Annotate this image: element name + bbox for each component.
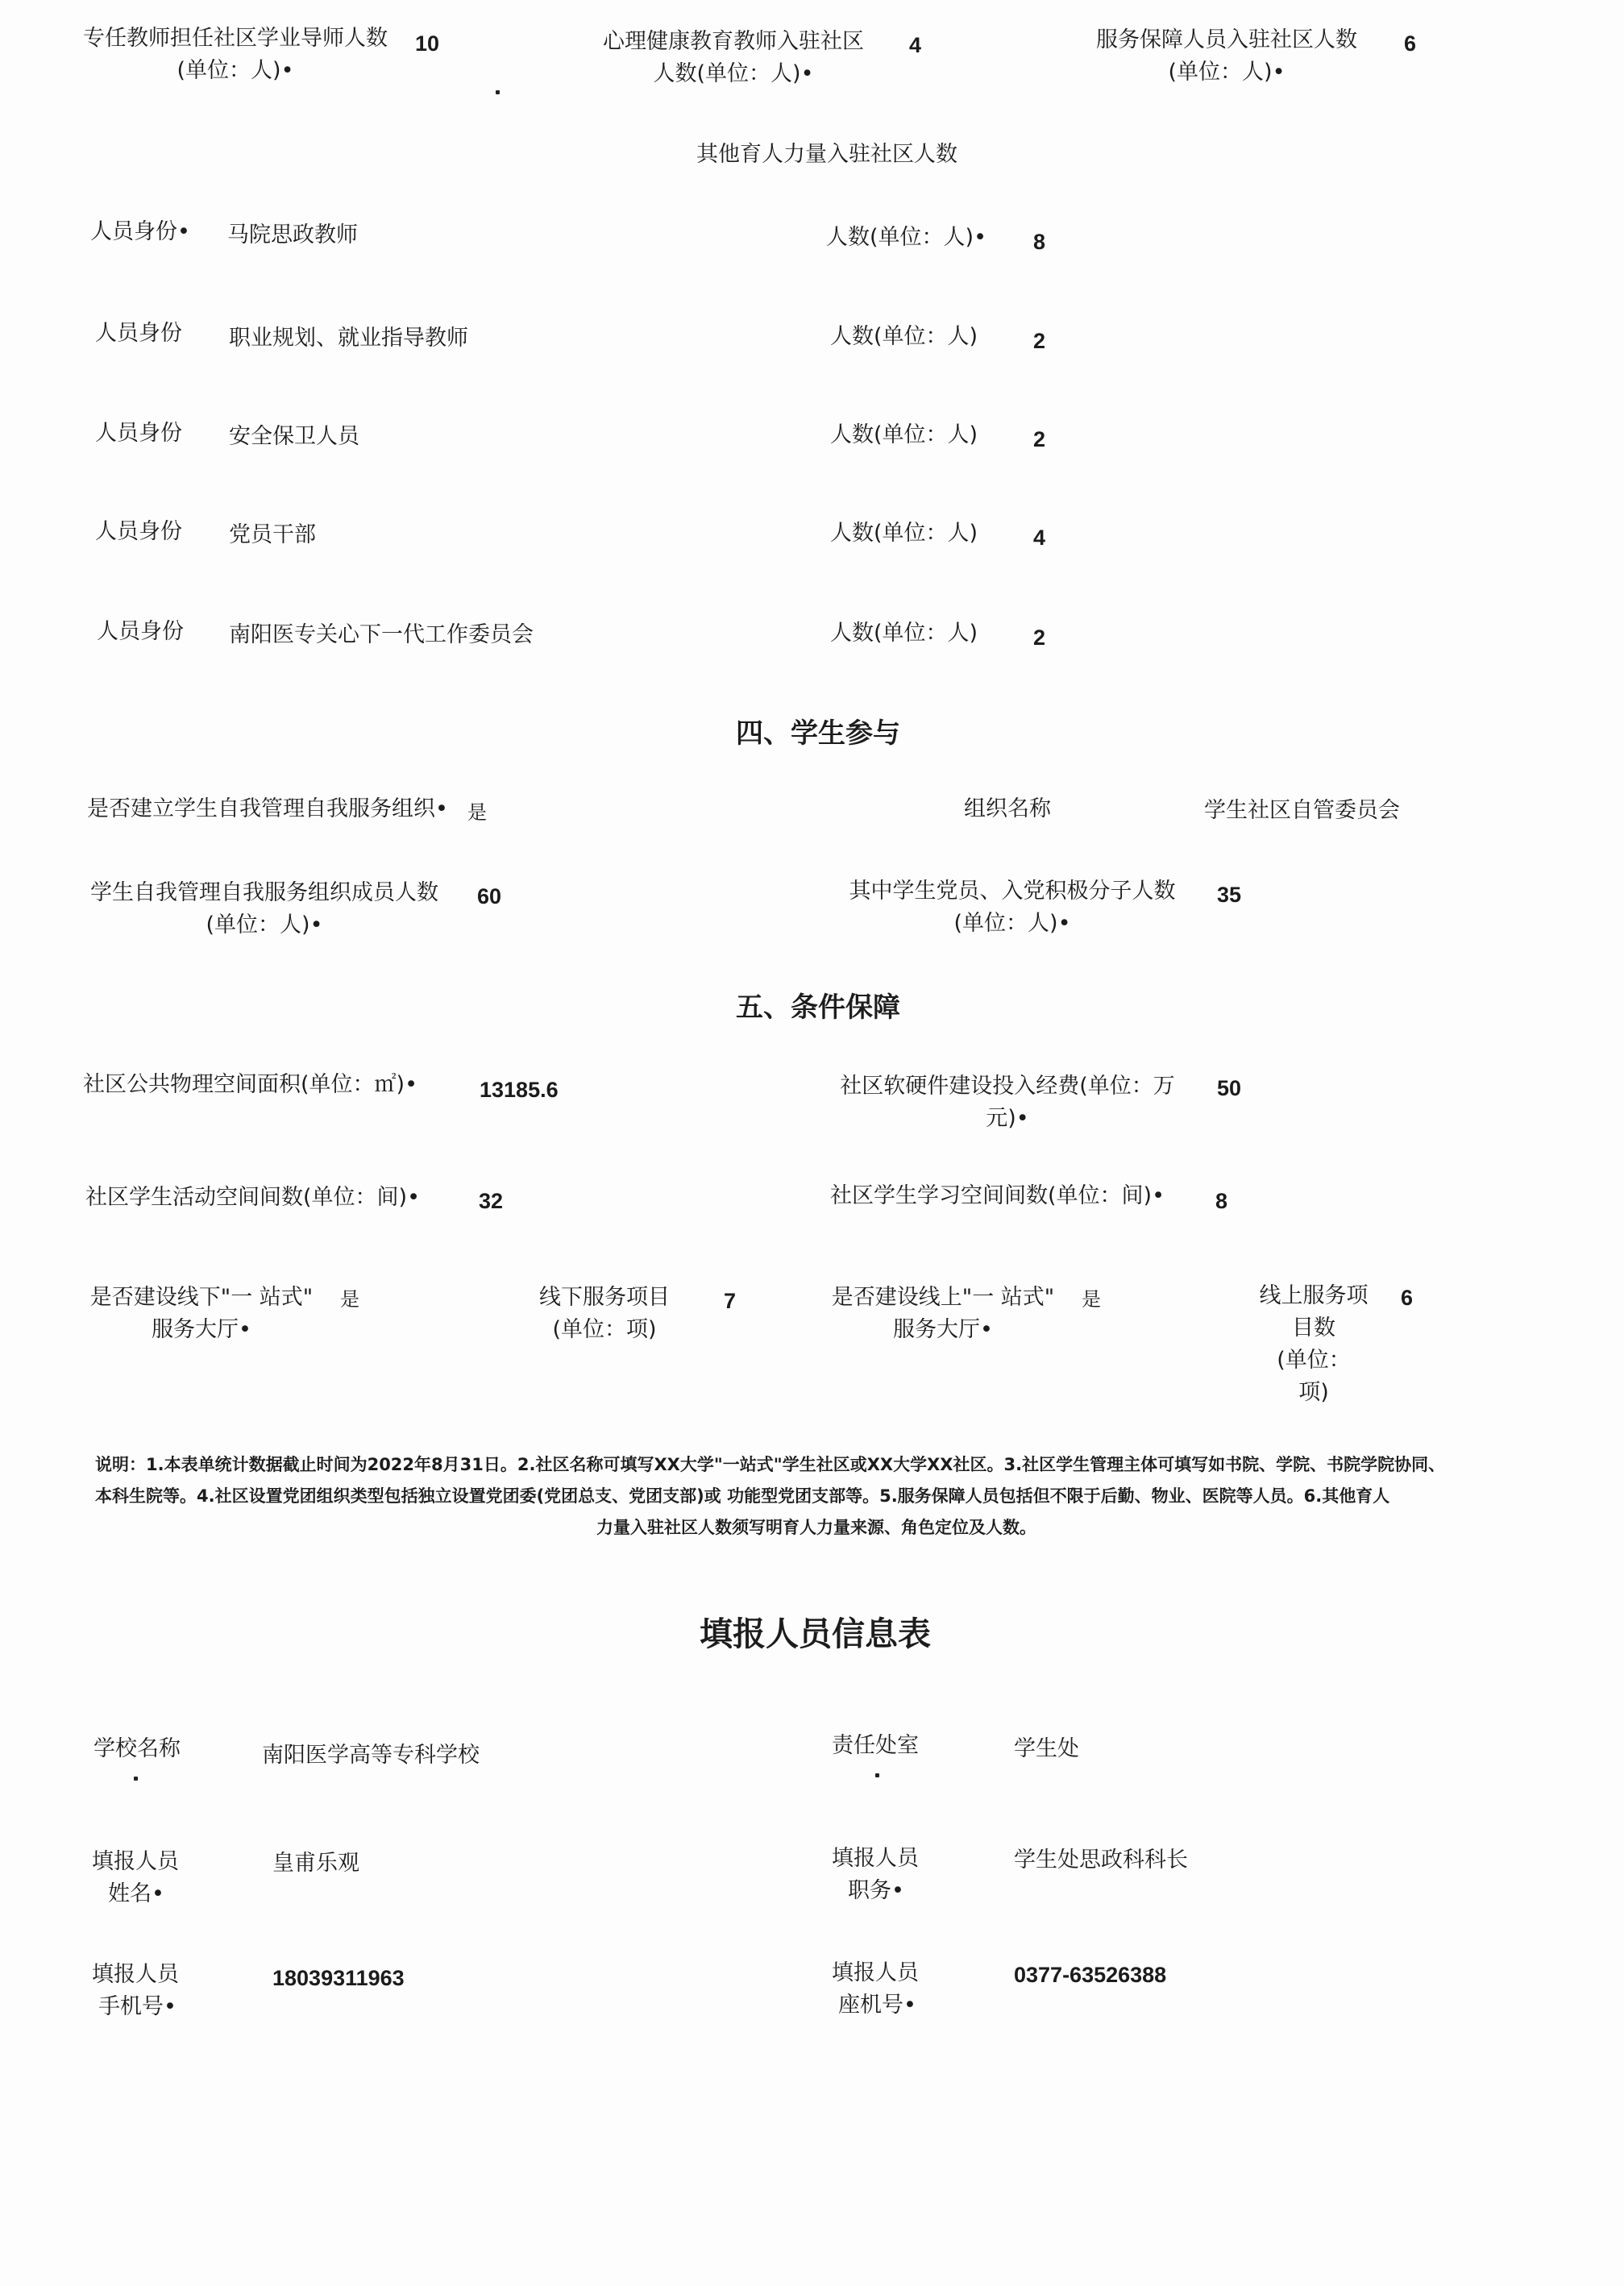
service-staff-label: 服务保障人员入驻社区人数 (单位：人)• (1096, 27, 1357, 85)
online-items-label: 线上服务项 目数 (单位： 项) (1259, 1283, 1369, 1405)
offline-hall-label: 是否建设线下"一 站式" 服务大厅• (89, 1285, 314, 1342)
offline-items-value: 7 (724, 1289, 737, 1313)
org-name-label: 组织名称 (964, 796, 1051, 821)
party-value: 35 (1217, 883, 1242, 907)
study-space-label: 社区学生学习空间间数(单位：间)• (830, 1183, 1165, 1208)
identity-value: 安全保卫人员 (229, 424, 359, 449)
count-label: 人数(单位：人) (830, 621, 978, 646)
department-label: 责任处室 (832, 1733, 919, 1758)
count-label: 人数(单位：人) (830, 324, 978, 349)
reporter-mobile-value: 18039311963 (272, 1966, 405, 1990)
reporter-table-title: 填报人员信息表 (700, 1615, 931, 1653)
online-hall-value: 是 (1082, 1288, 1101, 1311)
note-line: 说明：1.本表单统计数据截止时间为2022年8月31日。2.社区名称可填写XX大学"一站式"学生社区或XX大学XX社区。3.社区学生管理主体可填写如书院、学院、书院学院协同、 (95, 1455, 1446, 1474)
identity-value: 马院思政教师 (227, 222, 358, 247)
section4-title: 四、学生参与 (736, 717, 900, 750)
self-org-value: 是 (467, 801, 487, 824)
identity-label: 人员身份 (95, 519, 182, 544)
identity-label: 人员身份• (90, 219, 190, 244)
school-name-value: 南阳医学高等专科学校 (262, 1743, 480, 1768)
fund-label: 社区软硬件建设投入经费(单位：万 元)• (840, 1074, 1175, 1131)
reporter-name-label: 填报人员 姓名• (92, 1849, 179, 1906)
department-value: 学生处 (1014, 1736, 1079, 1761)
psych-teacher-label: 心理健康教育教师入驻社区 人数(单位：人)• (603, 29, 864, 86)
required-mark (134, 1777, 138, 1781)
count-value: 2 (1033, 329, 1046, 353)
identity-value: 职业规划、就业指导教师 (229, 326, 468, 351)
scan-speck (496, 90, 500, 94)
area-value: 13185.6 (480, 1078, 559, 1102)
section5-title: 五、条件保障 (736, 991, 900, 1024)
online-items-value: 6 (1401, 1286, 1414, 1310)
psych-teacher-value: 4 (909, 33, 922, 57)
fund-value: 50 (1217, 1076, 1242, 1100)
identity-label: 人员身份 (95, 421, 182, 446)
activity-space-value: 32 (479, 1189, 504, 1213)
area-label: 社区公共物理空间面积(单位：㎡)• (83, 1072, 417, 1097)
activity-space-label: 社区学生活动空间间数(单位：间)• (85, 1185, 420, 1210)
count-value: 4 (1033, 526, 1046, 550)
org-name-value: 学生社区自管委员会 (1204, 798, 1400, 823)
reporter-mobile-label: 填报人员 手机号• (92, 1962, 179, 2019)
reporter-position-value: 学生处思政科科长 (1014, 1848, 1188, 1872)
count-label: 人数(单位：人)• (826, 225, 986, 250)
mentor-count-label: 专任教师担任社区学业导师人数 (单位：人)• (83, 26, 388, 83)
required-mark (875, 1773, 879, 1777)
reporter-position-label: 填报人员 职务• (832, 1846, 919, 1903)
identity-label: 人员身份 (97, 619, 184, 644)
school-name-label: 学校名称 (93, 1736, 181, 1761)
self-org-label: 是否建立学生自我管理自我服务组织• (87, 796, 448, 821)
members-label: 学生自我管理自我服务组织成员人数 (单位：人)• (90, 880, 438, 937)
offline-items-label: 线下服务项目 (单位：项) (539, 1285, 670, 1342)
count-value: 2 (1033, 427, 1046, 451)
note-line: 本科生院等。4.社区设置党团组织类型包括独立设置党团委(党团总支、党团支部)或 功能型党团支部等。5.服务保障人员包括但不限于后勤、物业、医院等人员。6.其他育人 (95, 1486, 1390, 1506)
service-staff-value: 6 (1404, 31, 1417, 56)
identity-value: 党员干部 (229, 522, 316, 547)
study-space-value: 8 (1215, 1189, 1228, 1213)
members-value: 60 (477, 884, 502, 908)
identity-value: 南阳医专关心下一代工作委员会 (229, 622, 534, 647)
note-line: 力量入驻社区人数须写明育人力量来源、角色定位及人数。 (596, 1518, 1036, 1537)
reporter-phone-value: 0377-63526388 (1014, 1963, 1167, 1987)
party-label: 其中学生党员、入党积极分子人数 (单位：人)• (849, 879, 1176, 936)
identity-label: 人员身份 (95, 321, 182, 346)
count-label: 人数(单位：人) (830, 422, 978, 447)
count-value: 2 (1033, 626, 1046, 650)
count-value: 8 (1033, 230, 1046, 254)
reporter-name-value: 皇甫乐观 (272, 1851, 359, 1876)
reporter-phone-label: 填报人员 座机号• (832, 1960, 919, 2018)
count-label: 人数(单位：人) (830, 521, 978, 546)
mentor-count-value: 10 (415, 31, 440, 56)
offline-hall-value: 是 (340, 1288, 359, 1311)
online-hall-label: 是否建设线上"一 站式" 服务大厅• (831, 1285, 1055, 1342)
other-staff-heading: 其他育人力量入驻社区人数 (696, 142, 957, 167)
note-paragraph (95, 1449, 1538, 1544)
